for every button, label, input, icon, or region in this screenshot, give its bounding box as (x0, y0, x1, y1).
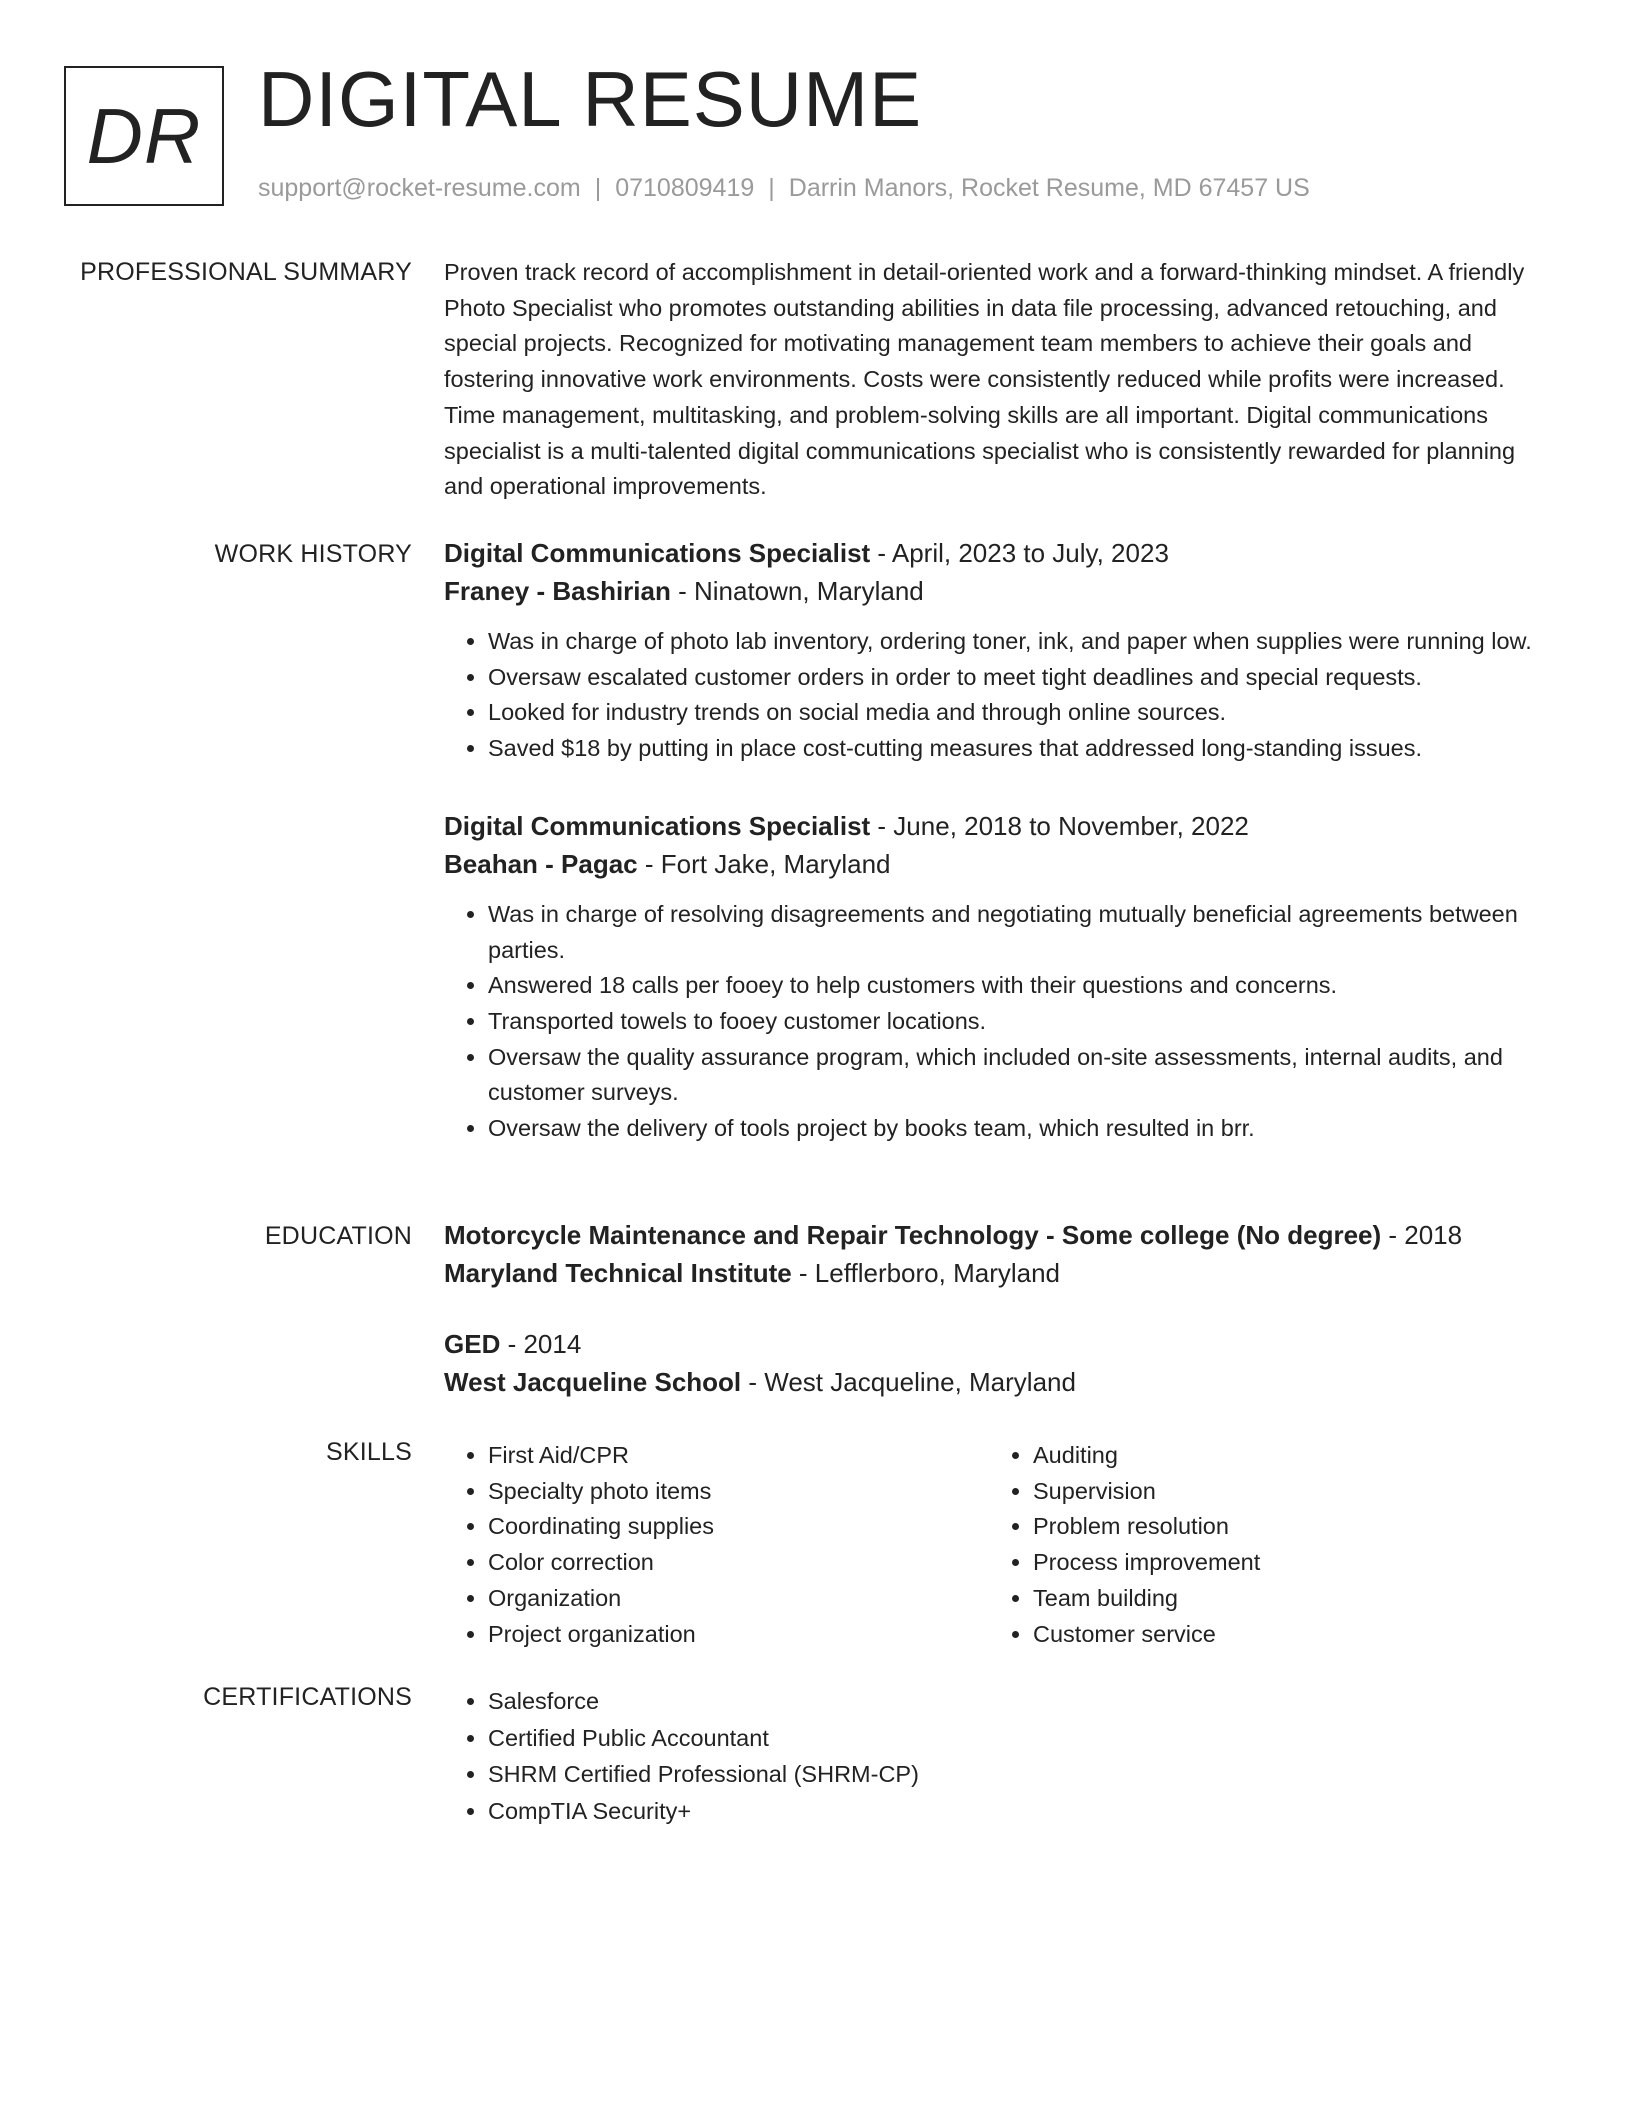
summary-text: Proven track record of accomplishment in detail-oriented work and a forward-thinking mindset. A friendly Photo Specialist who promotes outstanding abilities in data file processing, advanced retouching, and special projects. Recognized for motivating management team members to achieve their goals and fostering innovative work environments. Costs were consistently reduced while profits were increased. Time management, multitasking, and problem-solving skills are all important. Digital communications specialist is a multi-talented digital communications specialist who is consistently rewarded for planning and operational improvements. (444, 259, 1525, 500)
contact-email: support@rocket-resume.com (258, 174, 581, 202)
skill-item: • Process improvement (1033, 1545, 1534, 1581)
job-bullet: • Oversaw escalated customer orders in order to meet tight deadlines and special requests. (488, 660, 1556, 696)
job-heading (444, 807, 1556, 845)
job-location: - Fort Jake, Maryland (637, 848, 891, 879)
resume-title: DIGITAL RESUME (258, 55, 923, 143)
job-entry (444, 534, 1556, 767)
section-label-certifications: CERTIFICATIONS (203, 1683, 412, 1711)
education-heading (444, 1325, 1556, 1363)
skill-item: • Coordinating supplies (488, 1509, 989, 1545)
certification-item: • CompTIA Security+ (488, 1793, 1556, 1830)
job-bullet: • Answered 18 calls per fooey to help customers with their questions and concerns. (488, 968, 1556, 1004)
job-bullet: • Oversaw the delivery of tools project by books team, which resulted in brr. (488, 1111, 1556, 1147)
job-company: Beahan - Pagac (444, 848, 638, 879)
skills-body (444, 1438, 1556, 1652)
education-body (444, 1216, 1556, 1401)
certification-item: • Certified Public Accountant (488, 1720, 1556, 1757)
skills-list-right (989, 1438, 1534, 1652)
skill-item: • Team building (1033, 1581, 1534, 1617)
certification-item: • Salesforce (488, 1683, 1556, 1720)
skill-item: • First Aid/CPR (488, 1438, 989, 1474)
section-label-work: WORK HISTORY (214, 540, 412, 568)
skill-item: • Auditing (1033, 1438, 1534, 1474)
job-heading (444, 534, 1556, 572)
skill-item: • Organization (488, 1581, 989, 1617)
education-entry (444, 1216, 1556, 1292)
skills-columns (444, 1438, 1556, 1652)
section-label-summary: PROFESSIONAL SUMMARY (80, 258, 412, 286)
job-company-line (444, 845, 1556, 883)
job-bullets (444, 897, 1556, 1147)
skills-list-left (444, 1438, 989, 1652)
job-title: Digital Communications Specialist (444, 810, 871, 841)
contact-separator: | (768, 174, 775, 202)
skill-item: • Supervision (1033, 1474, 1534, 1510)
education-degree: Motorcycle Maintenance and Repair Technology - Some college (No degree) (444, 1220, 1382, 1250)
summary-body (444, 255, 1556, 505)
job-dates: - April, 2023 to July, 2023 (870, 538, 1169, 568)
job-bullets (444, 624, 1556, 767)
monogram: DR (64, 66, 224, 206)
skill-item: • Customer service (1033, 1617, 1534, 1653)
contact-phone: 0710809419 (615, 174, 755, 202)
job-entry (444, 807, 1556, 1147)
education-school-line (444, 1363, 1556, 1401)
education-degree: GED (444, 1329, 501, 1359)
education-heading (444, 1216, 1556, 1254)
certifications-list (444, 1683, 1556, 1829)
education-location: - Lefflerboro, Maryland (791, 1258, 1061, 1288)
education-year: - 2018 (1381, 1220, 1463, 1250)
job-location: - Ninatown, Maryland (670, 576, 924, 606)
job-dates: - June, 2018 to November, 2022 (870, 810, 1249, 841)
job-company: Franey - Bashirian (444, 576, 671, 606)
skill-item: • Problem resolution (1033, 1509, 1534, 1545)
education-school: West Jacqueline School (444, 1367, 742, 1397)
contact-line (258, 174, 1310, 203)
job-bullet: • Was in charge of photo lab inventory, ordering toner, ink, and paper when supplies were running low. (488, 624, 1556, 660)
education-school-line (444, 1254, 1556, 1292)
skill-item: • Specialty photo items (488, 1474, 989, 1510)
contact-address: Darrin Manors, Rocket Resume, MD 67457 US (788, 174, 1310, 202)
contact-separator: | (594, 174, 602, 202)
skill-item: • Project organization (488, 1617, 989, 1653)
education-location: - West Jacqueline, Maryland (741, 1367, 1076, 1397)
section-label-education: EDUCATION (264, 1222, 412, 1250)
certification-item: • SHRM Certified Professional (SHRM-CP) (488, 1756, 1556, 1793)
job-title: Digital Communications Specialist (444, 538, 871, 568)
job-bullet: • Oversaw the quality assurance program, which included on-site assessments, internal audits, and customer surveys. (488, 1040, 1556, 1111)
job-bullet: • Saved $18 by putting in place cost-cutting measures that addressed long-standing issues. (488, 731, 1556, 767)
education-entry (444, 1325, 1556, 1401)
job-bullet: • Transported towels to fooey customer locations. (488, 1004, 1556, 1040)
education-school: Maryland Technical Institute (444, 1258, 792, 1288)
job-company-line (444, 572, 1556, 610)
job-bullet: • Was in charge of resolving disagreements and negotiating mutually beneficial agreements between parties. (488, 897, 1556, 968)
skill-item: • Color correction (488, 1545, 989, 1581)
section-label-skills: SKILLS (326, 1438, 412, 1466)
certifications-body (444, 1683, 1556, 1829)
education-year: - 2014 (500, 1329, 582, 1359)
job-bullet: • Looked for industry trends on social media and through online sources. (488, 695, 1556, 731)
work-history-body (444, 534, 1556, 1147)
